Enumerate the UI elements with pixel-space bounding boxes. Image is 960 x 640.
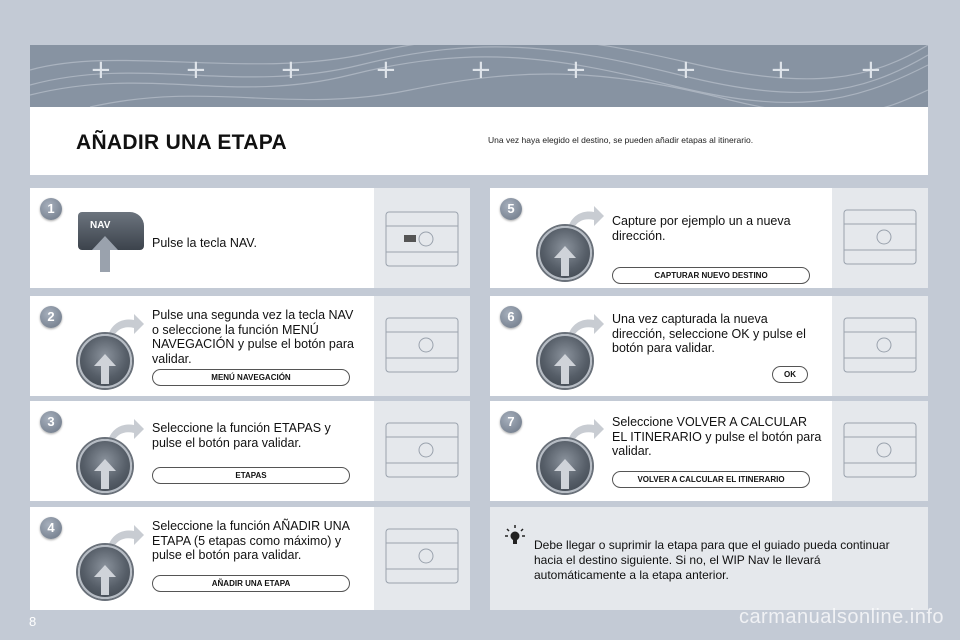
plus-icon: + bbox=[675, 55, 697, 85]
step-number: 5 bbox=[500, 198, 522, 220]
step-number: 1 bbox=[40, 198, 62, 220]
plus-icon: + bbox=[375, 55, 397, 85]
step-number: 2 bbox=[40, 306, 62, 328]
plus-icon: + bbox=[770, 55, 792, 85]
radio-unit-icon bbox=[842, 316, 918, 374]
radio-unit-icon bbox=[384, 210, 460, 268]
press-arrow-icon bbox=[94, 354, 116, 384]
step-2 bbox=[30, 296, 470, 396]
lightbulb-icon bbox=[504, 524, 526, 546]
step-text: Seleccione la función ETAPAS y pulse el botón para validar. bbox=[152, 421, 331, 450]
step-text: Pulse la tecla NAV. bbox=[152, 236, 257, 250]
ok-button[interactable]: OK bbox=[772, 366, 808, 383]
tip-panel bbox=[490, 507, 928, 610]
press-arrow-icon bbox=[94, 459, 116, 489]
radio-panel bbox=[374, 188, 470, 288]
step-text: Pulse una segunda vez la tecla NAV o seleccione la función MENÚ NAVEGACIÓN y pulse el botón para validar. bbox=[152, 308, 354, 366]
plus-icon: + bbox=[565, 55, 587, 85]
tip-text: Debe llegar o suprimir la etapa para que el guiado pueda continuar hacia el destino siguiente. Si no, el WIP Nav le llevará automáticamente a la etapa anterior. bbox=[534, 538, 890, 582]
radio-unit-icon bbox=[384, 527, 460, 585]
radio-panel bbox=[832, 188, 928, 288]
step-text: Seleccione VOLVER A CALCULAR EL ITINERARIO y pulse el botón para validar. bbox=[612, 415, 822, 458]
step-number: 3 bbox=[40, 411, 62, 433]
intro-text: Una vez haya elegido el destino, se pueden añadir etapas al itinerario. bbox=[488, 135, 754, 145]
menu-navegacion-button[interactable]: MENÚ NAVEGACIÓN bbox=[152, 369, 350, 386]
radio-panel bbox=[374, 401, 470, 501]
radio-panel bbox=[374, 296, 470, 396]
step-number: 6 bbox=[500, 306, 522, 328]
press-arrow-icon bbox=[554, 246, 576, 276]
step-text: Capture por ejemplo un a nueva dirección. bbox=[612, 214, 791, 243]
radio-unit-icon bbox=[842, 421, 918, 479]
plus-icon: + bbox=[470, 55, 492, 85]
watermark: carmanualsonline.info bbox=[738, 606, 944, 628]
nav-key-icon: NAV bbox=[78, 212, 144, 250]
radio-panel bbox=[832, 401, 928, 501]
step-text: Una vez capturada la nueva dirección, seleccione OK y pulse el botón para validar. bbox=[612, 312, 806, 355]
step-number: 4 bbox=[40, 517, 62, 539]
step-3 bbox=[30, 401, 470, 501]
press-arrow-icon bbox=[554, 459, 576, 489]
anadir-una-etapa-button[interactable]: AÑADIR UNA ETAPA bbox=[152, 575, 350, 592]
etapas-button[interactable]: ETAPAS bbox=[152, 467, 350, 484]
radio-unit-icon bbox=[384, 421, 460, 479]
press-arrow-icon bbox=[94, 565, 116, 595]
step-text: Seleccione la función AÑADIR UNA ETAPA (5 etapas como máximo) y pulse el botón para validar. bbox=[152, 519, 350, 562]
header-band bbox=[30, 45, 928, 107]
radio-unit-icon bbox=[842, 208, 918, 266]
title-panel bbox=[30, 107, 470, 175]
page-number: 8 bbox=[29, 614, 37, 629]
radio-panel bbox=[374, 507, 470, 610]
plus-icon: + bbox=[860, 55, 882, 85]
page-title: AÑADIR UNA ETAPA bbox=[76, 131, 287, 154]
radio-panel bbox=[832, 296, 928, 396]
step-1 bbox=[30, 188, 470, 288]
step-6 bbox=[490, 296, 928, 396]
step-4 bbox=[30, 507, 470, 610]
step-number: 7 bbox=[500, 411, 522, 433]
plus-icon: + bbox=[280, 55, 302, 85]
radio-unit-icon bbox=[384, 316, 460, 374]
volver-a-calcular-button[interactable]: VOLVER A CALCULAR EL ITINERARIO bbox=[612, 471, 810, 488]
capturar-nuevo-destino-button[interactable]: CAPTURAR NUEVO DESTINO bbox=[612, 267, 810, 284]
press-arrow-icon bbox=[92, 236, 118, 272]
plus-icon: + bbox=[90, 55, 112, 85]
step-7 bbox=[490, 401, 928, 501]
plus-icon: + bbox=[185, 55, 207, 85]
press-arrow-icon bbox=[554, 354, 576, 384]
intro-panel bbox=[470, 107, 928, 175]
step-5 bbox=[490, 188, 928, 288]
